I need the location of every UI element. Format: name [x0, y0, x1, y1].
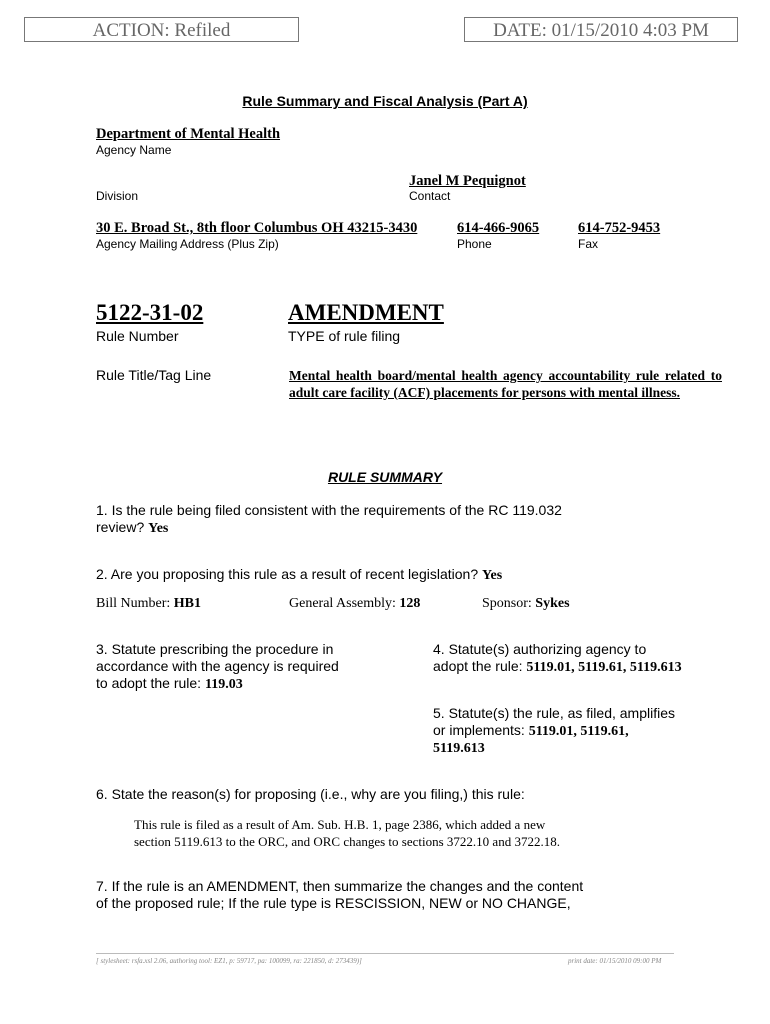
rule-title-value: Mental health board/mental health agency accountability rule related to adult care facility (ACF) placements for persons with mental illness. — [289, 368, 722, 400]
contact-value: Janel M Pequignot — [409, 173, 526, 189]
question-5-line-2-text: or implements: — [433, 722, 525, 738]
question-4-line-1: 4. Statute(s) authorizing agency to — [433, 641, 647, 657]
general-assembly-value: 128 — [399, 596, 421, 611]
sponsor-value: Sykes — [535, 596, 570, 611]
question-7 — [96, 878, 736, 912]
question-4-line-2 — [433, 658, 753, 676]
question-7-line-1: 7. If the rule is an AMENDMENT, then summarize the changes and the content — [96, 878, 584, 894]
footer-divider — [96, 953, 674, 954]
question-3-line-2: accordance with the agency is required — [96, 658, 339, 674]
footer-left: [ stylesheet: rsfa.xsl 2.06, authoring tool: EZ1, p: 59717, pa: 100099, ra: 221850, d: 273439)] — [96, 957, 362, 965]
question-7-line-2: of the proposed rule; If the rule type is RESCISSION, NEW or NO CHANGE, — [96, 895, 571, 911]
question-3-answer: 119.03 — [204, 677, 243, 692]
footer-right: print date: 01/15/2010 09:00 PM — [568, 957, 662, 965]
question-1 — [96, 502, 696, 537]
phone-value: 614-466-9065 — [457, 220, 540, 236]
question-6: 6. State the reason(s) for proposing (i.e., why are you filing,) this rule: — [96, 786, 525, 802]
question-1-line-2 — [96, 519, 696, 537]
action-text: ACTION: Refiled — [92, 20, 231, 41]
question-5-line-2 — [433, 722, 753, 740]
question-5-answer-b: 5119.613 — [433, 741, 485, 756]
rule-title-label: Rule Title/Tag Line — [96, 367, 212, 383]
division-label: Division — [96, 189, 139, 203]
question-1-answer: Yes — [148, 521, 169, 536]
question-1-line-1: 1. Is the rule being filed consistent with the requirements of the RC 119.032 — [96, 502, 562, 518]
address-label: Agency Mailing Address (Plus Zip) — [96, 237, 279, 251]
fax-label: Fax — [578, 237, 599, 251]
question-2-text: 2. Are you proposing this rule as a result of recent legislation? — [96, 566, 479, 582]
sponsor — [482, 596, 570, 612]
question-4-answer: 5119.01, 5119.61, 5119.613 — [526, 660, 682, 675]
question-3-line-3-text: to adopt the rule: — [96, 675, 202, 691]
question-4 — [433, 641, 753, 676]
action-box — [24, 17, 299, 42]
page-title: Rule Summary and Fiscal Analysis (Part A) — [242, 93, 528, 109]
question-1-line-2-text: review? — [96, 519, 145, 535]
rule-number-value: 5122-31-02 — [96, 300, 204, 325]
question-3-line-3 — [96, 675, 416, 693]
rule-type-value: AMENDMENT — [288, 300, 444, 325]
fax-value: 614-752-9453 — [578, 220, 661, 236]
contact-label: Contact — [409, 189, 451, 203]
bill-number-value: HB1 — [173, 596, 202, 611]
question-3 — [96, 641, 416, 693]
bill-number — [96, 596, 201, 612]
agency-name-value: Department of Mental Health — [96, 126, 281, 142]
question-6-answer-line-1: This rule is filed as a result of Am. Sub. H.B. 1, page 2386, which added a new — [134, 817, 546, 832]
date-box — [464, 17, 738, 42]
question-5 — [433, 705, 753, 757]
question-2-answer: Yes — [482, 568, 503, 583]
agency-name-label: Agency Name — [96, 143, 172, 157]
sponsor-label: Sponsor: — [482, 596, 532, 611]
general-assembly-label: General Assembly: — [289, 596, 396, 611]
question-3-line-1: 3. Statute prescribing the procedure in — [96, 641, 334, 657]
general-assembly — [289, 596, 420, 612]
bill-number-label: Bill Number: — [96, 596, 171, 611]
phone-label: Phone — [457, 237, 492, 251]
question-2 — [96, 566, 696, 584]
question-5-answer-a: 5119.01, 5119.61, — [528, 724, 629, 739]
rule-summary-heading: RULE SUMMARY — [327, 469, 443, 485]
rule-number-label: Rule Number — [96, 328, 179, 344]
question-6-answer — [134, 816, 560, 850]
question-5-line-1: 5. Statute(s) the rule, as filed, amplifies — [433, 705, 675, 721]
address-value: 30 E. Broad St., 8th floor Columbus OH 43215-3430 — [96, 220, 418, 236]
date-text: DATE: 01/15/2010 4:03 PM — [493, 20, 709, 41]
question-6-answer-line-2: section 5119.613 to the ORC, and ORC changes to sections 3722.10 and 3722.18. — [134, 834, 560, 849]
question-4-line-2-text: adopt the rule: — [433, 658, 523, 674]
rule-type-label: TYPE of rule filing — [288, 328, 401, 344]
